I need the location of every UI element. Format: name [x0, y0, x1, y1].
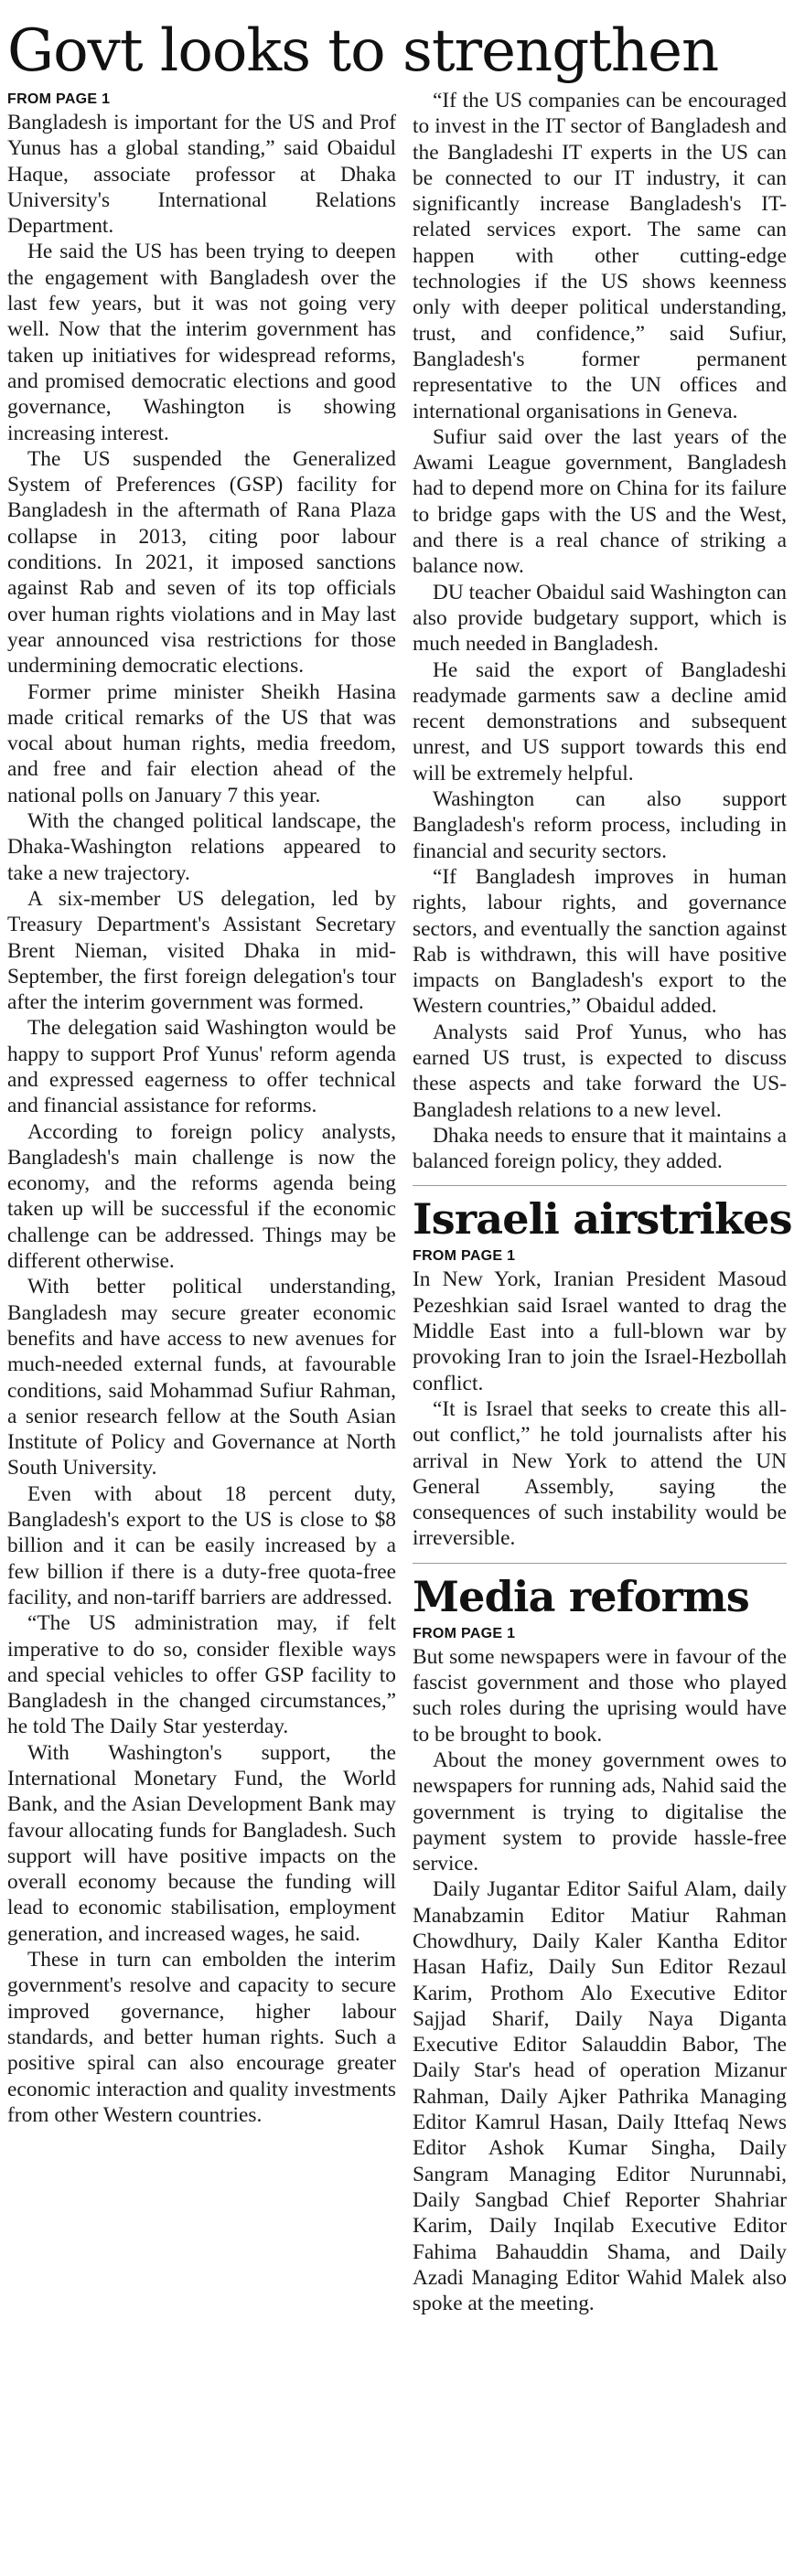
- newspaper-page: [7, 0, 792, 2576]
- paragraph: Sufiur said over the last years of the Awami League government, Bangladesh had to depend more on China for its failure to bridge gaps with the US and the West, and there is a real chance of striking a balance now.: [413, 424, 787, 579]
- paragraph: But some newspapers were in favour of the fascist government and those who played such roles during the uprising would have to be brought to book.: [413, 1644, 787, 1747]
- paragraph: With better political understanding, Bangladesh may secure greater economic benefits and have access to new avenues for much-needed external funds, at favourable conditions, said Mohammad Sufiur Rahman, a senior research fellow at the South Asian Institute of Policy and Governance at North South University.: [7, 1275, 396, 1480]
- paragraph: In New York, Iranian President Masoud Pezeshkian said Israel wanted to drag the Middle East into a full-blown war by provoking Iran to join the Israel-Hezbollah conflict.: [413, 1267, 787, 1395]
- paragraph: With Washington's support, the International Monetary Fund, the World Bank, and the Asian Development Bank may favour allocating funds for Bangladesh. Such support will have positive impacts on the overall economy because the funding will lead to economic stabilisation, employment generation, and increased wages, he said.: [7, 1740, 396, 1946]
- paragraph: A six-member US delegation, led by Treasury Department's Assistant Secretary Brent Nieman, visited Dhaka in mid-September, the first foreign delegation's tour after the interim government was formed.: [7, 886, 396, 1015]
- media-reforms-story: [413, 1573, 787, 2317]
- paragraph: “If the US companies can be encouraged to invest in the IT sector of Bangladesh and the Bangladeshi IT experts in the US can be connected to our IT industry, it can significantly increase Bangladesh's IT-related services export. The same can happen with other cutting-edge technologies if the US shows keenness only with deeper political understanding, trust, and confidence,” said Sufiur, Bangladesh's former permanent representative to the UN offices and international organisations in Geneva.: [413, 89, 787, 423]
- israeli-airstrikes-story: [413, 1194, 792, 1551]
- media-reforms-headline: Media reforms: [413, 1571, 750, 1621]
- right-column: [413, 88, 792, 2316]
- paragraph: The delegation said Washington would be happy to support Prof Yunus' reform agenda and expressed eagerness to offer technical and financial assistance for reforms.: [7, 1016, 396, 1118]
- main-story-kicker: FROM PAGE 1: [7, 91, 111, 107]
- paragraph: With the changed political landscape, the Dhaka-Washington relations appeared to take a new trajectory.: [7, 809, 396, 885]
- paragraph: Analysts said Prof Yunus, who has earned US trust, is expected to discuss these aspects and take forward the US-Bangladesh relations to a new level.: [413, 1020, 787, 1122]
- paragraph: He said the US has been trying to deepen the engagement with Bangladesh over the last few years, but it was not going very well. Now that the interim government has taken up initiatives for widespread reforms, and promised democratic elections and good governance, Washington is showing increasing interest.: [7, 240, 396, 445]
- paragraph: Dhaka needs to ensure that it maintains a balanced foreign policy, they added.: [413, 1123, 787, 1174]
- paragraph: “It is Israel that seeks to create this all-out conflict,” he told journalists after his arrival in New York to attend the UN General Assembly, saying the consequences of such instability would be irreversible.: [413, 1396, 787, 1551]
- main-headline: Govt looks to strengthen: [7, 17, 719, 85]
- media-story-kicker: FROM PAGE 1: [413, 1625, 516, 1641]
- paragraph: Washington can also support Bangladesh's reform process, including in financial and security sectors.: [413, 787, 787, 863]
- divider: [413, 1185, 787, 1186]
- paragraph: About the money government owes to newspapers for running ads, Nahid said the government is trying to digitalise the payment system to provide hassle-free service.: [413, 1748, 787, 1876]
- paragraph: “The US administration may, if felt imperative to do so, consider flexible ways and special vehicles to offer GSP facility to Bangladesh in the changed circumstances,” he told The Daily Star yesterday.: [7, 1611, 396, 1739]
- paragraph: Bangladesh is important for the US and Prof Yunus has a global standing,” said Obaidul Haque, associate professor at Dhaka University's International Relations Department.: [7, 111, 396, 239]
- paragraph: “If Bangladesh improves in human rights, labour rights, and governance sectors, and eventually the sanction against Rab is withdrawn, this will have positive impacts on Bangladesh's export to the Western countries,” Obaidul added.: [413, 864, 787, 1019]
- paragraph: These in turn can embolden the interim government's resolve and capacity to secure improved governance, higher labour standards, and better human rights. Such a positive spiral can also encourage greater economic interaction and quality investments from other Western countries.: [7, 1948, 396, 2127]
- main-story-left-column: [7, 91, 396, 2128]
- paragraph: The US suspended the Generalized System of Preferences (GSP) facility for Bangladesh in the aftermath of Rana Plaza collapse in 2013, citing poor labour conditions. In 2021, it imposed sanctions against Rab and seven of its top officials over human rights violations and in May last year announced visa restrictions for those undermining democratic elections.: [7, 446, 396, 679]
- israeli-airstrikes-headline: Israeli airstrikes: [413, 1194, 792, 1245]
- paragraph: Even with about 18 percent duty, Bangladesh's export to the US is close to $8 billion and it can be easily increased by a few billion if there is a duty-free quota-free facility, and non-tariff barriers are addressed.: [7, 1481, 396, 1609]
- paragraph: DU teacher Obaidul said Washington can also provide budgetary support, which is much needed in Bangladesh.: [413, 580, 787, 657]
- paragraph: Daily Jugantar Editor Saiful Alam, daily Manabzamin Editor Matiur Rahman Chowdhury, Daily Kaler Kantha Editor Hasan Hafiz, Daily Sun Editor Rezaul Karim, Prothom Alo Executive Editor Sajjad Sharif, Daily Naya Diganta Executive Editor Salauddin Babor, The Daily Star's head of operation Mizanur Rahman, Daily Ajker Pathrika Managing Editor Kamrul Hasan, Daily Ittefaq News Editor Ashok Kumar Singha, Daily Sangram Managing Editor Nurunnabi, Daily Sangbad Chief Reporter Shahriar Karim, Daily Inqilab Executive Editor Fahima Bahauddin Shama, and Daily Azadi Managing Editor Wahid Malek also spoke at the meeting.: [413, 1877, 787, 2316]
- main-story-continuation: [413, 88, 787, 1174]
- divider: [413, 1563, 787, 1564]
- paragraph: Former prime minister Sheikh Hasina made critical remarks of the US that was vocal about human rights, media freedom, and free and fair election ahead of the national polls on January 7 this year.: [7, 679, 396, 807]
- paragraph: According to foreign policy analysts, Bangladesh's main challenge is now the economy, and the reforms agenda being taken up will be successful if the economic challenge can be addressed. Things may be different otherwise.: [7, 1119, 396, 1274]
- paragraph: He said the export of Bangladeshi readymade garments saw a decline amid recent demonstrations and subsequent unrest, and US support towards this end will be extremely helpful.: [413, 657, 787, 786]
- israeli-story-kicker: FROM PAGE 1: [413, 1248, 516, 1265]
